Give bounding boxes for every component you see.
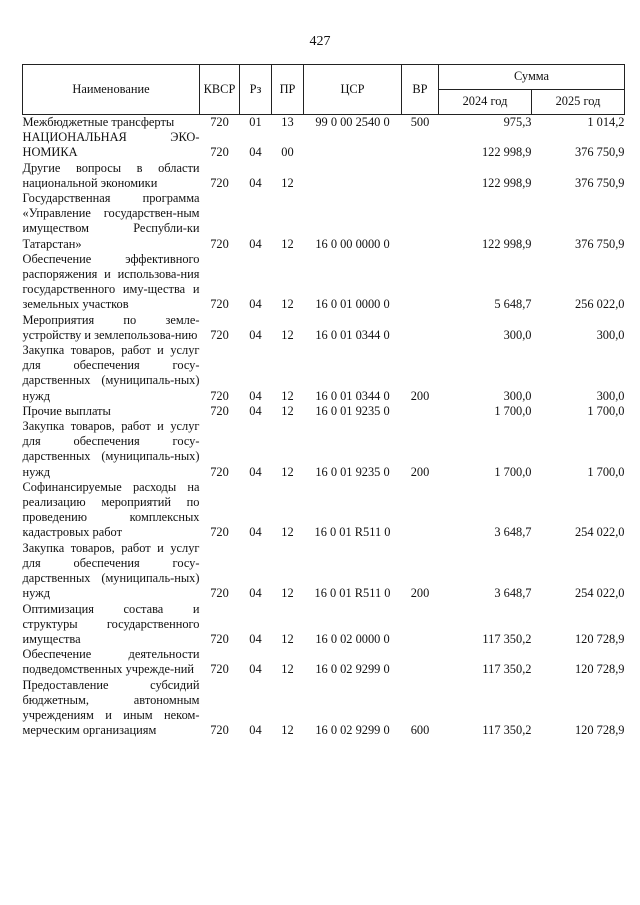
table-row [23,115,625,131]
row-sum-2024: 122 998,9 [481,145,532,160]
row-name: Софинансируемые расходы на реализацию мероприятий по проведению комплексных кадастровых работ [22,479,200,540]
row-sum-2025: 300,0 [596,327,625,342]
row-kvsr: 720 [210,723,229,738]
row-rz: 04 [249,327,262,342]
row-pr: 12 [281,631,294,646]
row-rz: 04 [249,297,262,312]
row-pr: 12 [281,723,294,738]
table-row [23,313,625,343]
row-csr [304,161,402,191]
row-name: Предоставление субсидий бюджетным, автономным учреждениям и иным неком-мерческим организациям [22,677,200,738]
row-rz: 04 [249,631,262,646]
table-row [23,647,625,677]
row-sum-2025: 300,0 [596,388,625,403]
row-csr: 16 0 02 0000 0 [315,631,390,646]
row-kvsr: 720 [210,327,229,342]
header-2025: 2025 год [532,90,625,115]
header-name: Наименование [23,65,200,115]
row-pr: 00 [281,145,294,160]
row-pr: 12 [281,403,294,418]
row-rz: 04 [249,662,262,677]
row-csr: 16 0 01 0000 0 [315,297,390,312]
row-vr [402,161,439,191]
row-sum-2024: 1 700,0 [494,403,532,418]
row-pr: 12 [281,327,294,342]
row-sum-2024: 3 648,7 [494,586,532,601]
row-sum-2025: 120 728,9 [574,662,625,677]
row-vr: 200 [410,586,430,601]
row-name: Прочие выплаты [22,403,111,418]
row-name: Закупка товаров, работ и услуг для обеспечения госу-дарственных (муниципаль-ных) нужд [22,343,200,403]
row-sum-2025: 1 014,2 [587,115,625,129]
page-number: 427 [309,34,331,49]
table-row [23,678,625,739]
row-csr: 16 0 01 0344 0 [315,327,390,342]
row-sum-2024: 975,3 [503,115,532,129]
row-rz: 04 [249,236,262,251]
row-kvsr: 720 [210,175,229,190]
row-pr: 12 [281,388,294,403]
row-vr [402,313,439,343]
header-sum: Сумма [439,65,625,90]
row-name: Мероприятия по земле-устройству и землепользова-нию [22,312,200,342]
row-name: Другие вопросы в области национальной экономики [22,160,200,190]
row-kvsr: 720 [210,403,229,418]
table-row [23,191,625,252]
row-csr: 16 0 01 R511 0 [314,586,391,601]
row-vr: 200 [410,464,430,479]
row-name: Обеспечение эффективного распоряжения и использова-ния государственного иму-щества и земельных участков [22,251,200,312]
header-rz: Рз [240,65,272,115]
row-kvsr: 720 [210,464,229,479]
row-rz: 04 [249,525,262,540]
row-pr: 13 [281,115,294,129]
row-rz: 04 [249,175,262,190]
row-csr: 16 0 01 R511 0 [314,525,391,540]
row-name: Обеспечение деятельности подведомственных учрежде-ний [22,647,200,677]
table-row [23,404,625,419]
row-sum-2024: 122 998,9 [481,175,532,190]
row-kvsr: 720 [210,236,229,251]
row-kvsr: 720 [210,145,229,160]
table-row [23,602,625,648]
row-sum-2024: 117 350,2 [482,723,532,738]
row-sum-2024: 122 998,9 [481,236,532,251]
row-rz: 04 [249,145,262,160]
row-pr: 12 [281,586,294,601]
row-csr: 16 0 02 9299 0 [315,723,390,738]
row-pr: 12 [281,464,294,479]
row-name: НАЦИОНАЛЬНАЯ ЭКО-НОМИКА [22,130,200,160]
header-2024: 2024 год [439,90,532,115]
row-kvsr: 720 [210,115,229,129]
row-kvsr: 720 [210,525,229,540]
row-csr: 16 0 00 0000 0 [315,236,390,251]
table-row [23,480,625,541]
row-kvsr: 720 [210,586,229,601]
row-pr: 12 [281,662,294,677]
table-row [23,130,625,160]
row-kvsr: 720 [210,297,229,312]
row-name: Оптимизация состава и структуры государственного имущества [22,601,200,646]
row-csr: 16 0 02 9299 0 [315,662,390,677]
row-kvsr: 720 [210,388,229,403]
row-sum-2025: 1 700,0 [587,464,625,479]
row-name: Закупка товаров, работ и услуг для обеспечения госу-дарственных (муниципаль-ных) нужд [22,540,200,601]
row-pr: 12 [281,297,294,312]
row-csr: 16 0 01 0344 0 [315,388,390,403]
row-sum-2025: 254 022,0 [574,525,625,540]
row-rz: 04 [249,403,262,418]
table-row [23,419,625,480]
row-sum-2024: 300,0 [503,388,532,403]
row-sum-2025: 254 022,0 [574,586,625,601]
row-name: Государственная программа «Управление государствен-ным имуществом Республи-ки Татарстан» [22,191,200,251]
row-sum-2024: 117 350,2 [482,662,532,677]
row-pr: 12 [281,175,294,190]
row-vr: 500 [410,115,430,129]
header-pr: ПР [272,65,304,115]
row-name: Закупка товаров, работ и услуг для обеспечения госу-дарственных (муниципаль-ных) нужд [22,419,200,479]
table-row [23,343,625,404]
row-sum-2025: 376 750,9 [574,145,625,160]
row-rz: 04 [249,586,262,601]
row-sum-2025: 256 022,0 [574,297,625,312]
row-sum-2025: 376 750,9 [574,236,625,251]
row-sum-2024: 1 700,0 [494,464,532,479]
row-vr [402,404,439,419]
row-csr: 16 0 01 9235 0 [315,464,390,479]
row-csr: 99 0 00 2540 0 [315,115,390,129]
row-vr [402,252,439,313]
row-vr [402,647,439,677]
table-row [23,252,625,313]
row-csr [304,130,402,160]
row-sum-2024: 117 350,2 [482,631,532,646]
row-sum-2025: 376 750,9 [574,175,625,190]
row-sum-2024: 300,0 [503,327,532,342]
row-pr: 12 [281,236,294,251]
row-sum-2025: 1 700,0 [587,403,625,418]
table-body [23,115,625,739]
row-sum-2024: 3 648,7 [494,525,532,540]
row-vr: 600 [410,723,430,738]
header-kvsr: КВСР [200,65,240,115]
row-csr: 16 0 01 9235 0 [315,403,390,418]
row-vr: 200 [410,388,430,403]
row-pr: 12 [281,525,294,540]
header-vr: ВР [402,65,439,115]
row-sum-2025: 120 728,9 [574,723,625,738]
table-row [23,161,625,191]
row-rz: 01 [249,115,262,129]
table-header [23,65,625,115]
table-row [23,541,625,602]
row-rz: 04 [249,464,262,479]
row-vr [402,480,439,541]
header-csr: ЦСР [304,65,402,115]
row-sum-2025: 120 728,9 [574,631,625,646]
row-vr [402,602,439,648]
row-vr [402,130,439,160]
budget-table [22,64,625,738]
row-kvsr: 720 [210,662,229,677]
row-sum-2024: 5 648,7 [494,297,532,312]
row-rz: 04 [249,723,262,738]
row-name: Межбюджетные трансферты [22,115,175,129]
row-rz: 04 [249,388,262,403]
row-kvsr: 720 [210,631,229,646]
row-vr [402,191,439,252]
